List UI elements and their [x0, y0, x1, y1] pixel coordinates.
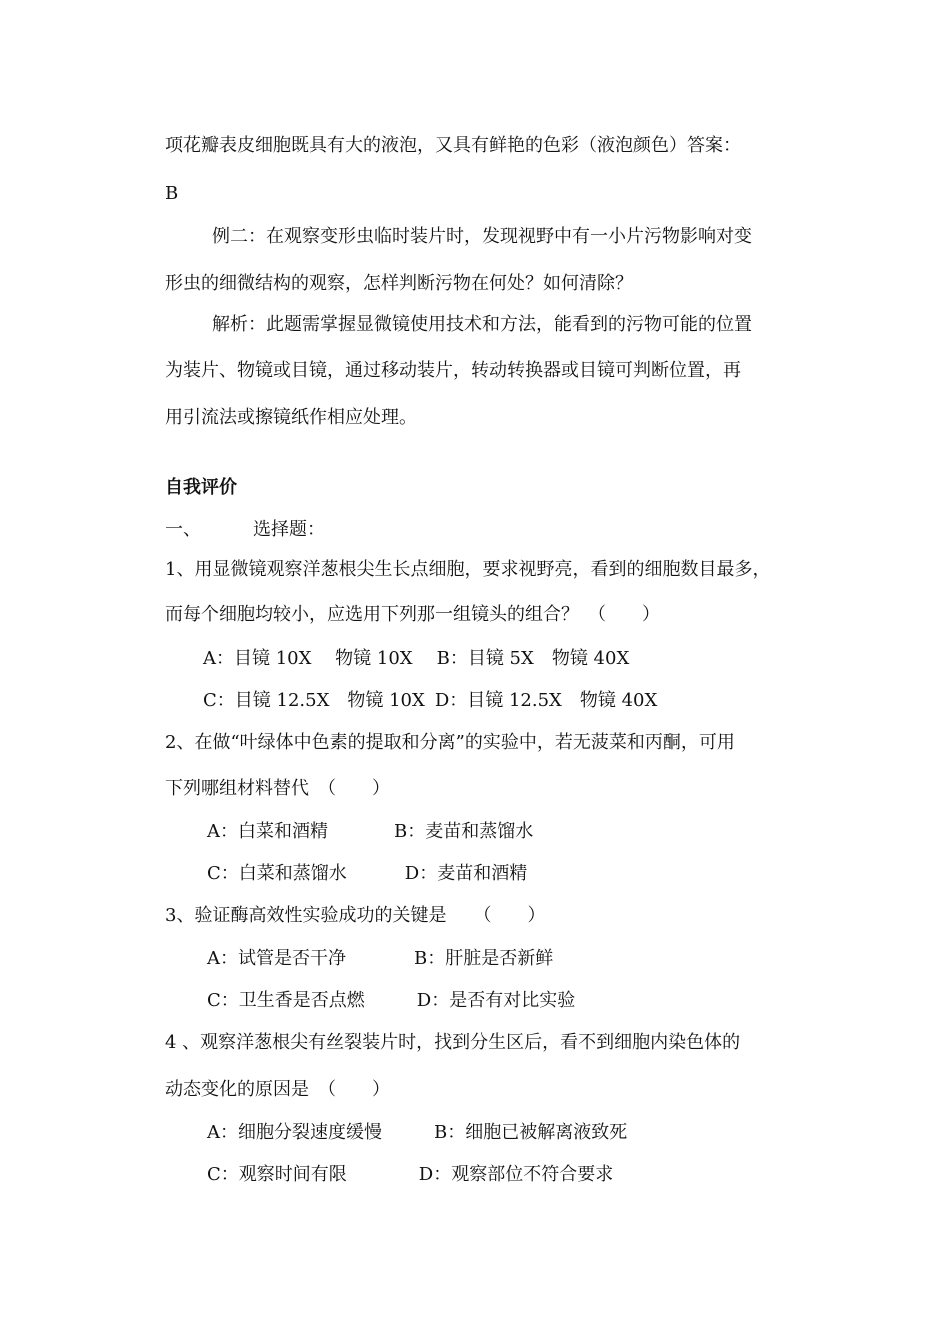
question-1-line: 而每个细胞均较小，应选用下列那一组镜头的组合？ （ ）: [165, 604, 660, 625]
question-4-line: 4 、观察洋葱根尖有丝裂装片时，找到分生区后，看不到细胞内染色体的: [165, 1032, 741, 1053]
question-2-options-ab: [207, 820, 533, 844]
paragraph-line: 项花瓣表皮细胞既具有大的液泡，又具有鲜艳的色彩（液泡颜色）答案：: [165, 135, 741, 156]
analysis-line: 解析：此题需掌握显微镜使用技术和方法，能看到的污物可能的位置: [212, 314, 752, 335]
question-1-line: 1、用显微镜观察洋葱根尖生长点细胞，要求视野亮，看到的细胞数目最多，: [165, 559, 771, 580]
example-two-line: 例二：在观察变形虫临时装片时，发现视野中有一小片污物影响对变: [212, 226, 752, 247]
example-two-line: 形虫的细微结构的观察，怎样判断污物在何处？如何清除？: [165, 273, 633, 294]
option-b: B：肝脏是否新鲜: [414, 948, 554, 969]
option-a: A：试管是否干净: [207, 948, 346, 969]
option-b: B：细胞已被解离液致死: [434, 1122, 628, 1143]
option-d: D：观察部位不符合要求: [418, 1164, 614, 1185]
question-4-options-ab: [207, 1121, 627, 1145]
section-title: 自我评价: [165, 477, 237, 498]
question-1-options-cd: [203, 689, 657, 713]
question-3-line: 3、验证酶高效性实验成功的关键是 （ ）: [165, 905, 546, 926]
option-b: B：目镜 5X 物镜 40X: [436, 648, 630, 669]
question-2-line: 下列哪组材料替代 （ ）: [165, 778, 390, 799]
question-4-options-cd: [207, 1163, 613, 1187]
question-3-options-cd: [207, 989, 575, 1013]
option-c: C：白菜和蒸馏水: [207, 863, 347, 884]
part-label: 选择题：: [253, 519, 325, 540]
option-a: A：白菜和酒精: [207, 821, 328, 842]
analysis-line: 用引流法或擦镜纸作相应处理。: [165, 407, 417, 428]
option-c: C：目镜 12.5X 物镜 10X: [203, 690, 425, 711]
question-3-options-ab: [207, 947, 553, 971]
option-d: D：目镜 12.5X 物镜 40X: [434, 690, 658, 711]
question-4-line: 动态变化的原因是 （ ）: [165, 1079, 390, 1100]
question-2-line: 2、在做“叶绿体中色素的提取和分离”的实验中，若无菠菜和丙酮，可用: [165, 732, 735, 753]
option-d: D：是否有对比实验: [416, 990, 576, 1011]
answer-text: B: [165, 183, 179, 204]
option-c: C：卫生香是否点燃: [207, 990, 365, 1011]
option-b: B：麦苗和蒸馏水: [394, 821, 534, 842]
part-number: 一、: [165, 519, 201, 540]
option-d: D：麦苗和酒精: [404, 863, 528, 884]
question-2-options-cd: [207, 862, 527, 886]
analysis-line: 为装片、物镜或目镜，通过移动装片，转动转换器或目镜可判断位置，再: [165, 360, 741, 381]
part-heading: [165, 518, 325, 542]
question-1-options-ab: [203, 647, 629, 671]
option-a: A：目镜 10X 物镜 10X: [203, 648, 413, 669]
option-c: C：观察时间有限: [207, 1164, 347, 1185]
option-a: A：细胞分裂速度缓慢: [207, 1122, 382, 1143]
